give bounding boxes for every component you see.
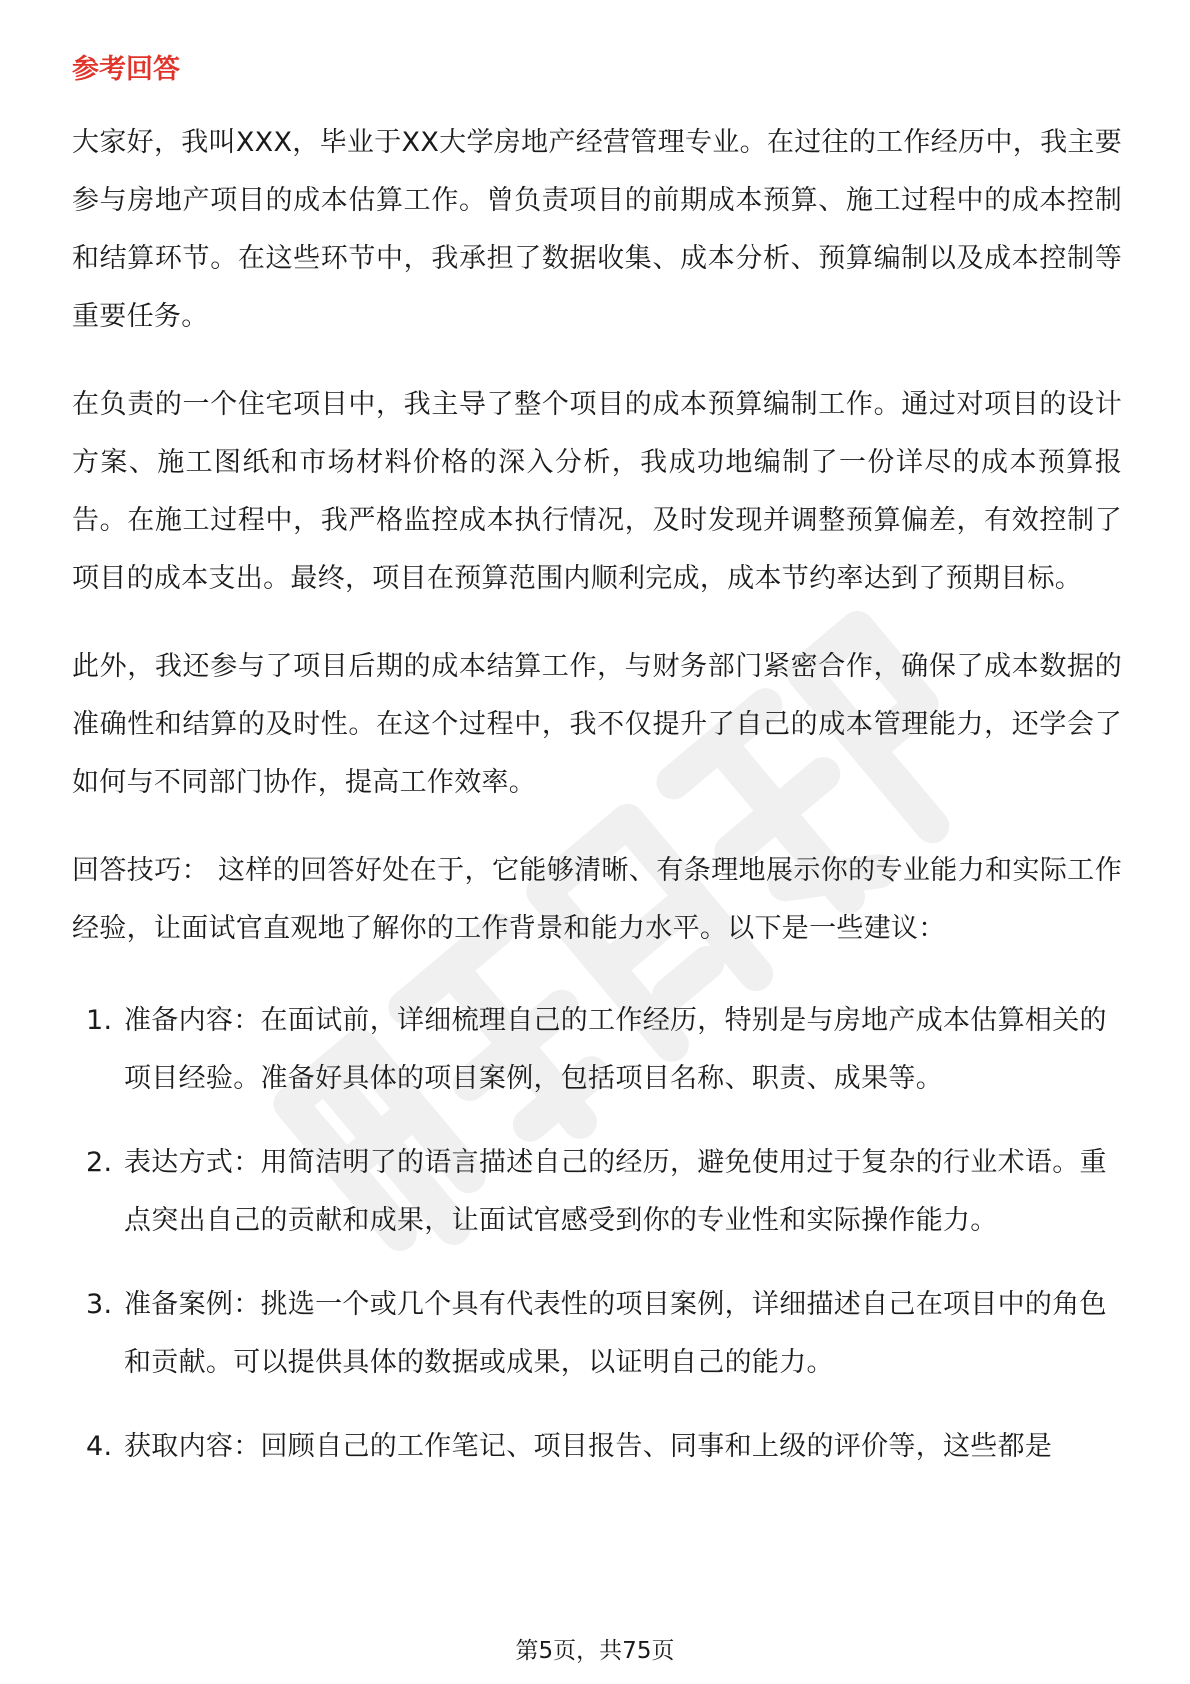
list-item-number: 3.	[86, 1289, 113, 1320]
answer-paragraph-3: 此外，我还参与了项目后期的成本结算工作，与财务部门紧密合作，确保了成本数据的准确性和结算的及时性。在这个过程中，我不仅提升了自己的成本管理能力，还学会了如何与不同部门协作，提高工作效率。	[72, 651, 1122, 798]
list-item-text: 表达方式：用简洁明了的语言描述自己的经历，避免使用过于复杂的行业术语。重点突出自己的贡献和成果，让面试官感受到你的专业性和实际操作能力。	[124, 1147, 1107, 1236]
list-item	[72, 992, 1122, 1108]
answer-paragraph-1: 大家好，我叫XXX，毕业于XX大学房地产经营管理专业。在过往的工作经历中，我主要参与房地产项目的成本估算工作。曾负责项目的前期成本预算、施工过程中的成本控制和结算环节。在这些环节中，我承担了数据收集、成本分析、预算编制以及成本控制等重要任务。	[72, 127, 1122, 332]
answer-tips: 回答技巧： 这样的回答好处在于，它能够清晰、有条理地展示你的专业能力和实际工作经验，让面试官直观地了解你的工作背景和能力水平。以下是一些建议：	[72, 855, 1122, 944]
list-item	[72, 1276, 1122, 1392]
page-number-footer: 第5页，共75页	[515, 1638, 675, 1664]
suggestion-list	[72, 992, 1122, 1476]
list-item-number: 1.	[86, 1005, 113, 1036]
answer-paragraph-2: 在负责的一个住宅项目中，我主导了整个项目的成本预算编制工作。通过对项目的设计方案、施工图纸和市场材料价格的深入分析，我成功地编制了一份详尽的成本预算报告。在施工过程中，我严格监控成本执行情况，及时发现并调整预算偏差，有效控制了项目的成本支出。最终，项目在预算范围内顺利完成，成本节约率达到了预期目标。	[72, 389, 1122, 594]
list-item	[72, 1134, 1122, 1250]
document-content	[72, 48, 1122, 1502]
list-item	[72, 1418, 1122, 1476]
list-item-text: 准备内容：在面试前，详细梳理自己的工作经历，特别是与房地产成本估算相关的项目经验。准备好具体的项目案例，包括项目名称、职责、成果等。	[124, 1005, 1107, 1094]
list-item-text: 获取内容：回顾自己的工作笔记、项目报告、同事和上级的评价等，这些都是	[124, 1431, 1053, 1462]
section-title: 参考回答	[72, 54, 180, 85]
list-item-text: 准备案例：挑选一个或几个具有代表性的项目案例，详细描述自己在项目中的角色和贡献。可以提供具体的数据或成果，以证明自己的能力。	[124, 1289, 1107, 1378]
list-item-number: 4.	[86, 1431, 113, 1462]
list-item-number: 2.	[86, 1147, 113, 1178]
